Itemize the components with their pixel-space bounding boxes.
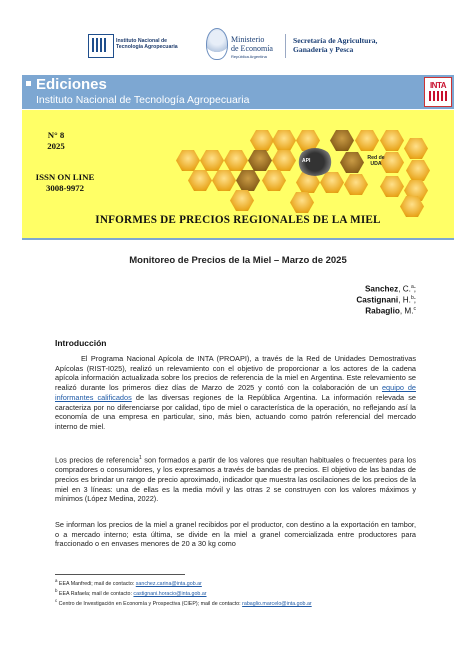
ministry-subtitle: República Argentina (231, 54, 267, 59)
banner-subtitle: Instituto Nacional de Tecnología Agropecuaria (36, 94, 250, 106)
author-line: Castignani, H.$^b$; (356, 295, 416, 305)
author-line (365, 306, 416, 316)
footnote (55, 588, 207, 597)
api-label: API (302, 158, 311, 164)
paragraph-text: Se informan los precios de la miel a granel recibidos por el productor, con destino a la exportación en tambor, o a mercado interno; esta última, se divide en la miel a granel comercializada entre productores para fraccionado o en envases menores de 20 a 30 kg como (55, 520, 416, 549)
banner-title: Ediciones (36, 76, 107, 93)
document-title: Monitoreo de Precios de la Miel – Marzo de 2025 (129, 255, 347, 266)
author-initial: , M. (399, 306, 414, 316)
header-logos (0, 22, 468, 72)
email-link[interactable]: rabaglio.marcelo@inta.gob.ar (242, 600, 312, 607)
network-label: Red de UDA (367, 155, 385, 167)
issn-label: ISSN ON LINE (35, 172, 95, 182)
report-title: INFORMES DE PRECIOS REGIONALES DE LA MIEL (95, 214, 381, 226)
paragraph-intro (55, 354, 416, 432)
footnote-text: EEA Manfredi; mail de contacto: (57, 580, 136, 587)
inta-logo-text: INTA (429, 81, 447, 90)
footnote (55, 598, 312, 607)
footnote-marker: c (55, 598, 58, 603)
paragraph-text: El Programa Nacional Apícola de INTA (PROAPI), a través de la Red de Unidades Demostrativas Apícolas (RIST-I025), realizó un relevamiento con el objetivo de proporcionar a los actores de la cadena apícola información actualizada sobre los precios de referencia de la miel en Argentina. Este relevamiento se realizó durante los primeros diez días de Marzo de 2025 y contó con la colaboración de un (55, 354, 416, 393)
logo-divider (285, 34, 286, 58)
secretariat-name: Secretaría de Agricultura, Ganadería y Pesca (293, 36, 378, 54)
paragraph-text: Los precios de referencia (55, 455, 139, 465)
footnote-marker: a (55, 578, 58, 583)
email-link[interactable]: sanchez.carina@inta.gob.ar (135, 580, 202, 587)
section-heading: Introducción (55, 338, 107, 348)
footnote-text: Centro de Investigación en Economía y Prospectiva (CIEP); mail de contacto: (57, 600, 243, 607)
header-divider (22, 238, 454, 240)
footnote-ref[interactable]: 1 (138, 455, 142, 461)
author-initial: , C. (398, 284, 411, 294)
ediciones-banner (22, 75, 454, 109)
author-initial: , H. (398, 295, 411, 305)
issn-block (30, 172, 100, 194)
footnote-marker: b (55, 588, 58, 593)
issue-year: 2025 (47, 141, 65, 151)
footnote (55, 578, 202, 587)
inta-name: Instituto Nacional de Tecnología Agropecuaria (116, 38, 178, 51)
author-affil: a (410, 284, 414, 290)
email-link[interactable]: castignani.horacio@inta.gob.ar (133, 590, 207, 597)
author-name: Rabaglio (365, 306, 400, 316)
informants-link[interactable]: equipo de informantes calificados (55, 383, 417, 402)
paragraph-prices (55, 454, 416, 504)
author-affil: c (413, 306, 416, 312)
banner-square-icon (26, 81, 31, 86)
issue-number-block (36, 130, 76, 152)
argentina-shield-icon (206, 28, 228, 60)
paragraph-text: son formados a partir de los valores que resultan habituales o frecuentes para los compradores o consumidores, y los expresamos a través de bandas de precios. El objetivo de las bandas de precios es brindar un rango de precio aproximado, indicador que muestra las oscilaciones de los precios de la miel en 3 líneas: una de ellas es la media móvil y las otras 2 se construyen con los valores máximos y mínimos (López Medina, 2022). (55, 455, 416, 504)
inta-logo-icon (88, 34, 114, 58)
inta-red-logo-icon (424, 77, 452, 107)
paragraph-text: de las diversas regiones de la República Argentina. La información relevada se caracteriza por no diferenciarse por calidad, tipo de miel o característica de la operación, no reflejando así la economía de una empresa en particular, sino, más bien, actuando como patrón referencial del mercado interno de miel. (55, 392, 416, 431)
api-badge-icon (297, 148, 333, 176)
issn-value: 3008-9972 (45, 183, 85, 193)
footnote-divider (55, 574, 185, 575)
paragraph-granel (55, 520, 416, 549)
author-name: Castignani (356, 295, 399, 305)
footnote-text: EEA Rafaela; mail de contacto: (57, 590, 134, 597)
author-line: Sanchez, C.$^a$; (364, 284, 416, 294)
author-affil: b (410, 295, 414, 301)
issue-number: N° 8 (47, 130, 65, 140)
ministry-title: Ministerio de Economía (231, 35, 273, 53)
author-name: Sanchez (364, 284, 399, 294)
